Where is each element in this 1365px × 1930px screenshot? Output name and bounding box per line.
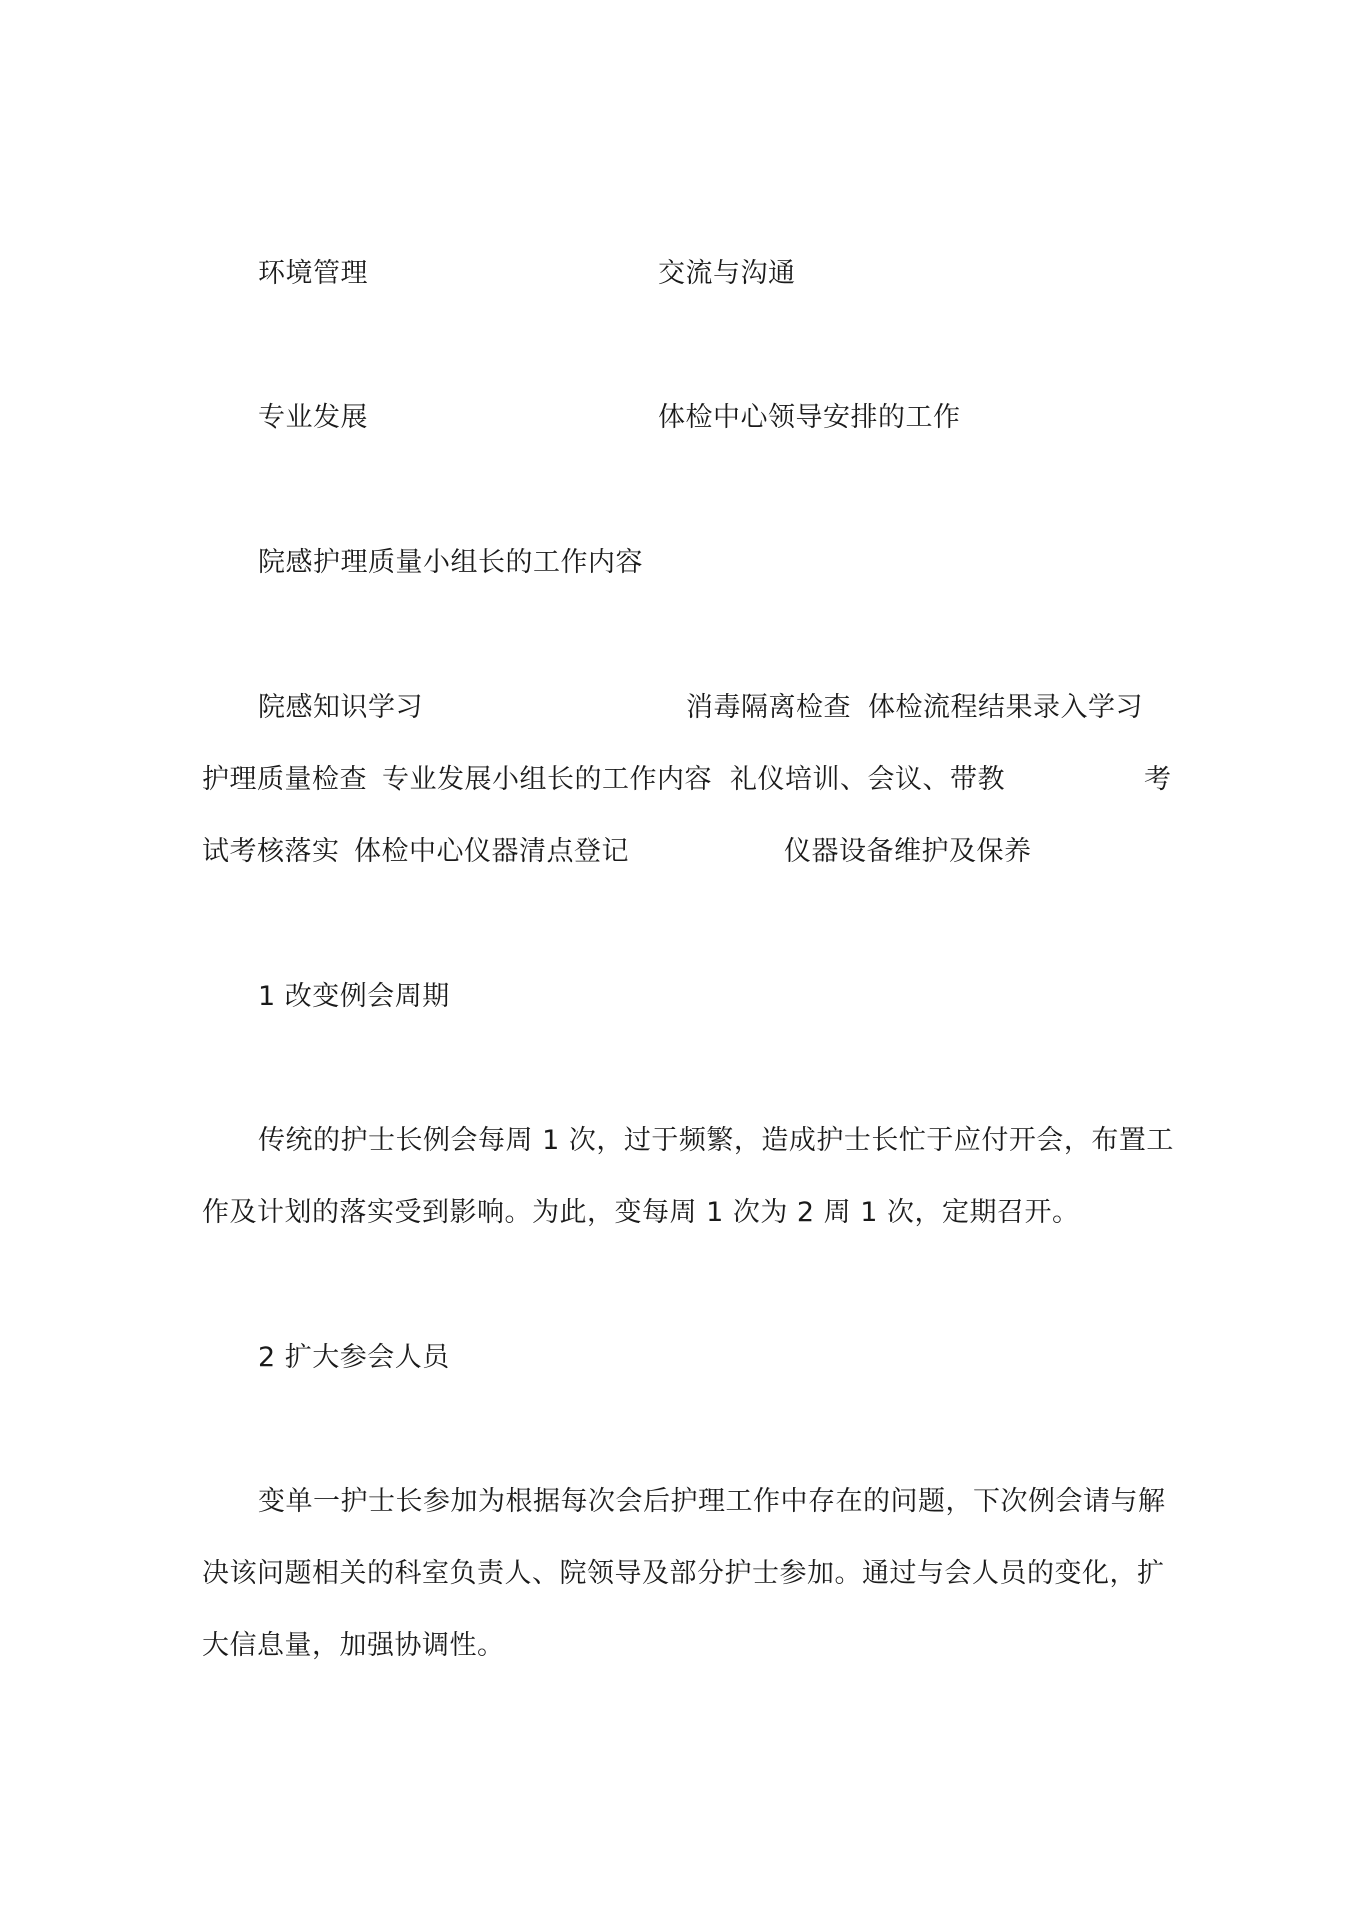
item-environment-management: 环境管理 — [258, 258, 368, 289]
section2-paragraph-line3: 大信息量，加强协调性。 — [202, 1630, 505, 1661]
item-communication: 交流与沟通 — [658, 258, 796, 289]
section1-paragraph-line1: 传统的护士长例会每周 1 次，过于频繁，造成护士长忙于应付开会，布置工 — [258, 1125, 1174, 1156]
task-instrument-inventory: 体检中心仪器清点登记 — [354, 836, 629, 867]
group-heading: 院感护理质量小组长的工作内容 — [258, 547, 643, 578]
section1-title: 1 改变例会周期 — [258, 981, 450, 1012]
task-infection-knowledge: 院感知识学习 — [258, 692, 423, 723]
task-exam-assessment: 试考核落实 — [202, 836, 340, 867]
task-disinfection-check: 消毒隔离检查 — [686, 692, 851, 723]
task-exam-fragment: 考 — [1144, 764, 1172, 795]
task-process-entry-learning: 体检流程结果录入学习 — [868, 692, 1143, 723]
task-etiquette-training: 礼仪培训、会议、带教 — [730, 764, 1005, 795]
section1-paragraph-line2: 作及计划的落实受到影响。为此，变每周 1 次为 2 周 1 次，定期召开。 — [202, 1197, 1080, 1228]
item-professional-development: 专业发展 — [258, 402, 368, 433]
task-professional-leader-content: 专业发展小组长的工作内容 — [382, 764, 712, 795]
section2-paragraph-line2: 决该问题相关的科室负责人、院领导及部分护士参加。通过与会人员的变化，扩 — [202, 1558, 1165, 1589]
section2-title: 2 扩大参会人员 — [258, 1342, 450, 1373]
task-equipment-maintenance: 仪器设备维护及保养 — [784, 836, 1032, 867]
task-nursing-quality-check: 护理质量检查 — [202, 764, 367, 795]
section2-paragraph-line1: 变单一护士长参加为根据每次会后护理工作中存在的问题，下次例会请与解 — [258, 1486, 1166, 1517]
item-leader-assigned-work: 体检中心领导安排的工作 — [658, 402, 961, 433]
